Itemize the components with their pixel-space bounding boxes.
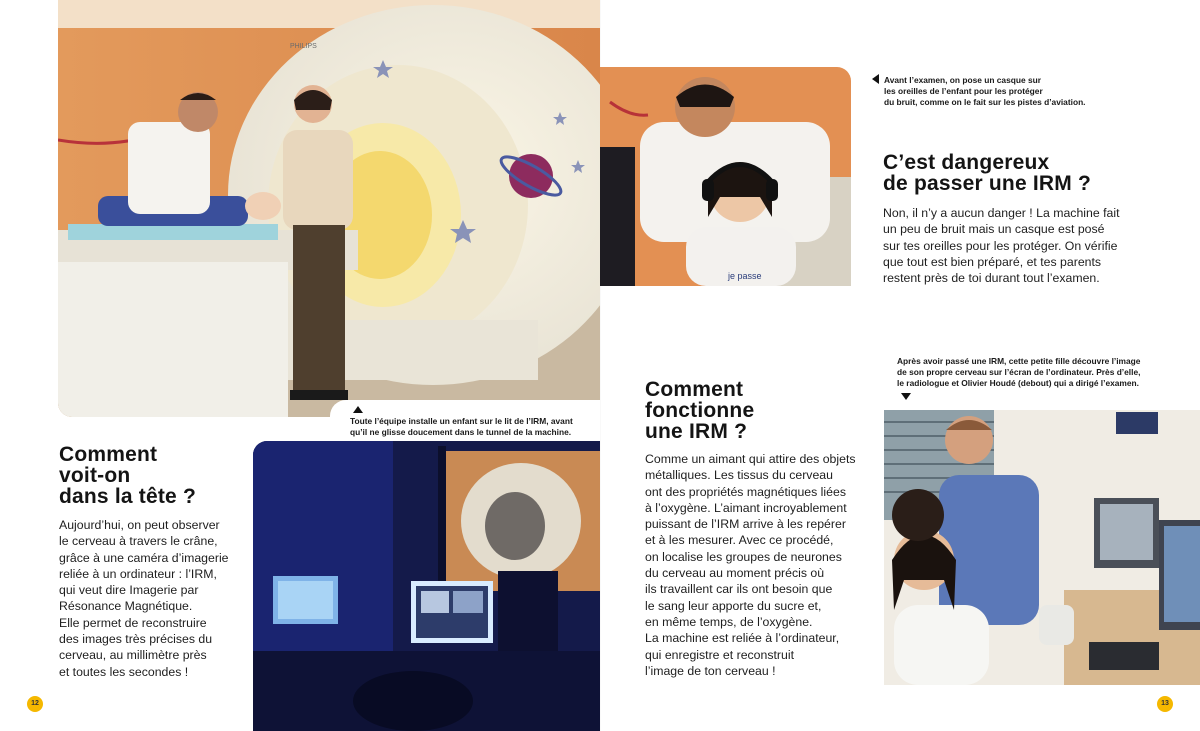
body-line: qui veut dire Imagerie par (59, 583, 199, 598)
caption-line: de son propre cerveau sur l’écran de l’ordinateur. Près d’elle, (897, 367, 1141, 377)
section-body-danger (883, 205, 1120, 286)
tshirt-text: je passe (728, 271, 762, 281)
body-line: à l’oxygène. L’aimant incroyablement (645, 500, 847, 515)
body-line: que tout est bien préparé, et tes parents (883, 254, 1102, 269)
body-line: ils travaillent car ils ont besoin que (645, 582, 833, 597)
body-line: le cerveau à travers le crâne, (59, 534, 218, 549)
computer-screen-photo (884, 410, 1200, 685)
body-line: et à les mesurer. Avec ce procédé, (645, 533, 834, 548)
caption-line: du bruit, comme on le fait sur les pistes d’aviation. (884, 97, 1086, 107)
body-line: on localise les groupes de neurones (645, 549, 842, 564)
body-line: Aujourd’hui, on peut observer (59, 518, 220, 532)
section-heading-fonctionne (645, 379, 754, 442)
caption-arrow-left-icon (872, 74, 879, 84)
heading-line: une IRM ? (645, 420, 748, 443)
heading-line: de passer une IRM ? (883, 172, 1092, 195)
body-line: et toutes les secondes ! (59, 664, 189, 679)
headphones-photo-caption (884, 75, 1104, 108)
control-room-photo (253, 441, 600, 731)
heading-line: C’est dangereux (883, 151, 1050, 174)
caption-line: le radiologue et Olivier Houdé (debout) qui a dirigé l’examen. (897, 378, 1139, 388)
body-line: un peu de bruit mais un casque est posé (883, 222, 1105, 237)
headphones-photo (600, 67, 851, 286)
body-line: Résonance Magnétique. (59, 599, 193, 614)
body-line: sur tes oreilles pour les protéger. On vérifie (883, 238, 1118, 253)
mri-photo-caption (350, 416, 590, 438)
body-line: grâce à une caméra d’imagerie (59, 550, 229, 565)
section-heading-voir (59, 444, 196, 507)
body-line: puissant de l’IRM arrive à les repérer (645, 517, 846, 532)
section-body-voir (59, 517, 229, 680)
caption-line: les oreilles de l’enfant pour les protéger (884, 86, 1043, 96)
body-line: cerveau, au millimètre près (59, 648, 207, 663)
section-body-fonctionne (645, 451, 856, 679)
body-line: qui enregistre et reconstruit (645, 647, 795, 662)
section-heading-danger (883, 152, 1091, 194)
heading-line: Comment (645, 378, 744, 401)
caption-line: Toute l’équipe installe un enfant sur le lit de l’IRM, avant (350, 416, 573, 426)
caption-arrow-up-icon (353, 406, 363, 413)
body-line: Comme un aimant qui attire des objets (645, 452, 856, 466)
page-number-left: 12 (27, 696, 43, 712)
heading-line: fonctionne (645, 399, 755, 422)
body-line: reliée à un ordinateur : l’IRM, (59, 566, 217, 581)
caption-line: Avant l’examen, on pose un casque sur (884, 75, 1041, 85)
scanner-brand-label: PHILIPS (290, 43, 317, 50)
body-line: La machine est reliée à l’ordinateur, (645, 631, 840, 646)
body-line: Non, il n’y a aucun danger ! La machine fait (883, 206, 1120, 220)
body-line: des images très précises du (59, 632, 213, 647)
heading-line: dans la tête ? (59, 485, 197, 508)
body-line: l’image de ton cerveau ! (645, 663, 776, 678)
heading-line: Comment (59, 443, 158, 466)
caption-line: qu’il ne glisse doucement dans le tunnel de la machine. (350, 427, 572, 437)
page-number-right: 13 (1157, 696, 1173, 712)
caption-line: Après avoir passé une IRM, cette petite fille découvre l’image (897, 356, 1141, 366)
caption-arrow-down-icon (901, 393, 911, 400)
body-line: Elle permet de reconstruire (59, 615, 207, 630)
body-line: en même temps, de l’oxygène. (645, 614, 813, 629)
computer-photo-caption (897, 356, 1147, 389)
body-line: restent près de toi durant tout l’examen. (883, 271, 1100, 286)
body-line: ont des propriétés magnétiques liées (645, 484, 846, 499)
body-line: le sang leur apporte du sucre et, (645, 598, 822, 613)
mri-scanner-photo (58, 0, 600, 417)
body-line: métalliques. Les tissus du cerveau (645, 468, 833, 483)
body-line: du cerveau au moment précis où (645, 566, 825, 581)
heading-line: voit-on (59, 464, 131, 487)
